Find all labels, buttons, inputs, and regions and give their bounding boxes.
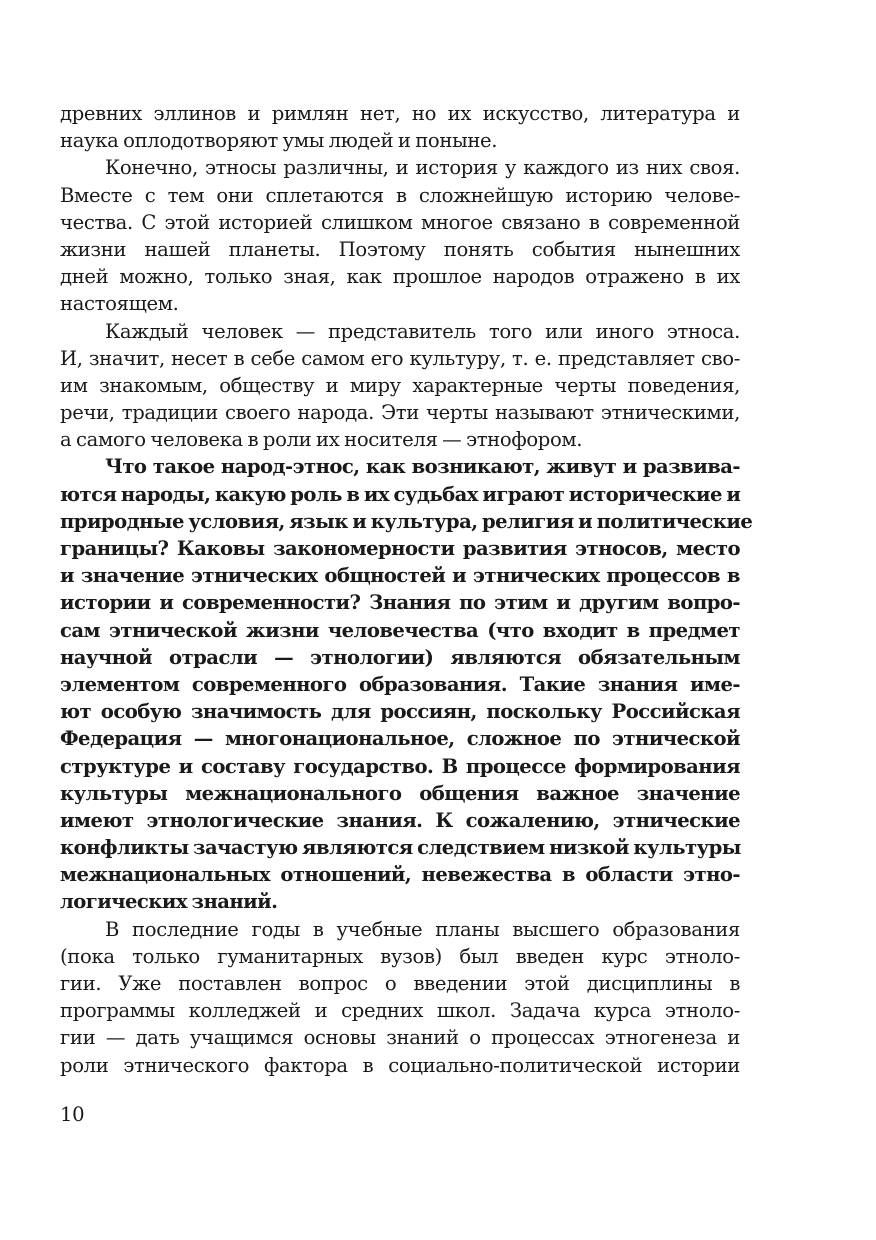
text-line: культуры межнационального общения важное значение xyxy=(60,781,740,805)
text-line: элементом современного образования. Такие знания име- xyxy=(60,672,740,696)
text-line: а самого человека в роли их носителя — этнофором. xyxy=(60,428,583,452)
text-line: ются народы, какую роль в их судьбах играют исторические и xyxy=(60,482,741,506)
text-line: истории и современности? Знания по этим и другим вопро- xyxy=(60,591,740,615)
paragraph-4-bold xyxy=(60,453,753,915)
text-line: дней можно, только зная, как прошлое народов отражено в их xyxy=(60,265,740,289)
text-line: В последние годы в учебные планы высшего образования xyxy=(105,917,740,941)
text-line: наука оплодотворяют умы людей и поныне. xyxy=(60,129,498,153)
text-line: Вместе с тем они сплетаются в сложнейшую историю челове- xyxy=(60,183,740,207)
text-line: границы? Каковы закономерности развития этносов, место xyxy=(60,537,740,560)
text-line: Каждый человек — представитель того или иного этноса. xyxy=(105,319,740,343)
text-line: (пока только гуманитарных вузов) был введен курс этноло- xyxy=(60,944,740,968)
text-line: Конечно, этносы различны, и история у каждого из них своя. xyxy=(105,156,740,180)
text-line: научной отрасли — этнологии) являются обязательным xyxy=(60,645,740,669)
text-line: речи, традиции своего народа. Эти черты называют этническими, xyxy=(60,401,740,425)
text-line: логических знаний. xyxy=(60,890,278,914)
text-line: ют особую значимость для россиян, поскольку Российская xyxy=(60,700,740,724)
text-line: жизни нашей планеты. Поэтому понять события нынешних xyxy=(60,237,740,261)
paragraph-5 xyxy=(60,916,740,1079)
text-line: гии — дать учащимся основы знаний о процессах этногенеза и xyxy=(60,1026,740,1050)
text-line: и значение этнических общностей и этнических процессов в xyxy=(60,564,740,588)
paragraph-2 xyxy=(60,154,740,317)
text-line: конфликты зачастую являются следствием низкой культуры xyxy=(60,836,741,860)
paragraph-3 xyxy=(60,318,740,454)
text-line: настоящем. xyxy=(60,292,179,316)
text-line: чества. С этой историей слишком многое связано в современной xyxy=(60,210,740,234)
text-line: роли этнического фактора в социально-политической истории xyxy=(60,1053,740,1077)
text-line: И, значит, несет в себе самом его культуру, т. е. представляет сво- xyxy=(60,346,740,370)
text-line: программы колледжей и средних школ. Задача курса этноло- xyxy=(60,999,740,1023)
text-line: древних эллинов и римлян нет, но их искусство, литература и xyxy=(60,102,740,125)
text-line: природные условия, язык и культура, религия и политические xyxy=(60,509,753,533)
paragraph-1 xyxy=(60,100,740,154)
text-line: сам этнической жизни человечества (что входит в предмет xyxy=(60,618,740,642)
text-line: межнациональных отношений, невежества в области этно- xyxy=(60,863,740,887)
text-line: гии. Уже поставлен вопрос о введении этой дисциплины в xyxy=(60,972,740,995)
text-line: имеют этнологические знания. К сожалению, этнические xyxy=(60,808,740,832)
text-line: структуре и составу государство. В процессе формирования xyxy=(60,754,740,778)
text-line: Что такое народ-этнос, как возникают, живут и развива- xyxy=(105,455,740,479)
text-line: Федерация — многонациональное, сложное по этнической xyxy=(60,727,740,751)
page-number: 10 xyxy=(60,1103,85,1126)
page-body xyxy=(60,100,753,1079)
text-line: им знакомым, обществу и миру характерные черты поведения, xyxy=(60,373,740,397)
